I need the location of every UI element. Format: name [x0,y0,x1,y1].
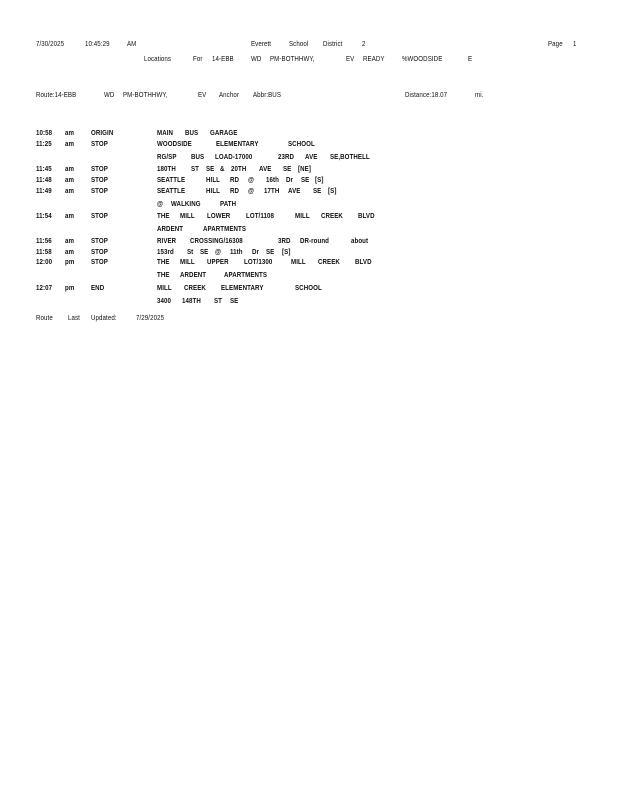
stop-location-word: @ [215,247,222,256]
stop-location-word: THE [157,257,170,266]
stop-time: 12:00 [36,257,53,266]
stop-type: STOP [91,139,108,148]
stop-location-word: & [220,164,225,173]
stop-location-word: SE [313,186,322,195]
stop-location-word: SE [283,164,292,173]
report-time: 10:45:29 [85,39,110,48]
stop-time: 11:54 [36,211,52,220]
stop-location-word: @ [157,199,164,208]
stop-ampm: am [65,211,75,220]
subtitle-word: READY [363,54,385,63]
footer-word: Last [68,313,80,322]
stop-location-word: 148TH [182,296,201,305]
route-id: Route:14-EBB [36,90,77,99]
stop-location-word: CREEK [318,257,340,266]
stop-location-word: PATH [220,199,237,208]
stop-time: 11:49 [36,186,52,195]
route-road: PM-BOTHHWY, [123,90,168,99]
stop-location-word: ST [191,164,200,173]
stop-time: 11:56 [36,236,52,245]
stop-location-word: SEATTLE [157,175,186,184]
stop-location-word: RG/SP [157,152,177,161]
stop-ampm: am [65,236,75,245]
route-distance: Distance:18.07 [405,90,448,99]
stop-type: STOP [91,164,108,173]
stop-location-word: [S] [328,186,337,195]
stop-ampm: am [65,139,75,148]
route-abbr: Abbr:BUS [253,90,282,99]
org-name-word: School [289,39,309,48]
stop-location-word: 153rd [157,247,174,256]
stop-location-word: AVE [259,164,272,173]
stop-location-word: [NE] [298,164,311,173]
subtitle-word: WD [251,54,262,63]
stop-location-word: CREEK [184,283,206,292]
stop-ampm: pm [65,257,75,266]
stop-location-word: MAIN [157,128,174,137]
footer-word: Updated: [91,313,117,322]
stop-location-word: GARAGE [210,128,238,137]
stop-location-word: HILL [206,186,221,195]
stop-time: 10:58 [36,128,53,137]
stop-location-word: UPPER [207,257,229,266]
stop-location-word: 23RD [278,152,295,161]
stop-ampm: am [65,186,75,195]
subtitle-route: 14-EBB [212,54,234,63]
stop-location-word: CREEK [321,211,343,220]
stop-location-word: BUS [185,128,199,137]
stop-location-word: [S] [282,247,291,256]
report-date: 7/30/2025 [36,39,65,48]
stop-type: STOP [91,257,108,266]
stop-location-word: RD [230,186,240,195]
stop-location-word: MILL [157,283,172,292]
stop-location-word: LOT/1300 [244,257,273,266]
stop-location-word: @ [248,186,255,195]
stop-location-word: CROSSING/16308 [190,236,243,245]
stop-location-word: BUS [191,152,205,161]
stop-location-word: MILL [180,211,195,220]
report-period: AM [127,39,137,48]
stop-location-word: LOAD-17000 [215,152,253,161]
stop-location-word: [S] [315,175,324,184]
stop-location-word: THE [157,211,170,220]
stop-location-word: MILL [295,211,310,220]
subtitle-word: For [193,54,203,63]
stop-location-word: ELEMENTARY [221,283,264,292]
stop-location-word: MILL [180,257,195,266]
stop-type: STOP [91,186,108,195]
stop-location-word: AVE [288,186,301,195]
subtitle-word: Locations [144,54,172,63]
stop-location-word: 11th [230,247,243,256]
stop-ampm: am [65,247,75,256]
stop-location-word: WALKING [171,199,201,208]
stop-location-word: SE [301,175,310,184]
stop-ampm: am [65,164,75,173]
stop-location-word: about [351,236,369,245]
stop-location-word: ARDENT [157,224,184,233]
stop-location-word: SE [230,296,239,305]
stop-type: END [91,283,105,292]
stop-time: 11:48 [36,175,52,184]
footer-updated-date: 7/29/2025 [136,313,165,322]
stop-location-word: 3400 [157,296,172,305]
footer-word: Route [36,313,53,322]
stop-type: ORIGIN [91,128,114,137]
stop-location-word: ARDENT [180,270,207,279]
stop-location-word: Dr [252,247,260,256]
stop-location-word: APARTMENTS [203,224,247,233]
stop-location-word: MILL [291,257,306,266]
stop-ampm: pm [65,283,75,292]
route-ev: EV [198,90,207,99]
stop-location-word: SE,BOTHELL [330,152,370,161]
stop-location-word: SEATTLE [157,186,186,195]
stop-location-word: APARTMENTS [224,270,268,279]
route-wd: WD [104,90,115,99]
stop-location-word: SCHOOL [288,139,315,148]
stop-time: 11:25 [36,139,52,148]
stop-location-word: DR-round [300,236,330,245]
org-name-word: 2 [362,39,366,48]
subtitle-word: E [468,54,473,63]
stop-location-word: 17TH [264,186,280,195]
stop-location-word: LOT/1108 [246,211,275,220]
subtitle-road: PM-BOTHHWY, [270,54,315,63]
stop-location-word: 180TH [157,164,176,173]
stop-location-word: SE [266,247,275,256]
stop-location-word: Dr [286,175,294,184]
page-label: Page [548,39,563,48]
stop-type: STOP [91,211,108,220]
stop-location-word: ST [214,296,223,305]
stop-location-word: BLVD [358,211,375,220]
stop-location-word: 3RD [278,236,291,245]
org-name-word: Everett [251,39,272,48]
page-number: 1 [573,39,577,48]
stop-time: 11:58 [36,247,52,256]
stop-location-word: St [187,247,194,256]
stop-ampm: am [65,175,75,184]
stop-location-word: THE [157,270,170,279]
stop-location-word: 20TH [231,164,247,173]
stop-location-word: 16th [266,175,279,184]
stop-location-word: WOODSIDE [157,139,192,148]
stop-location-word: HILL [206,175,221,184]
stop-location-word: AVE [305,152,318,161]
route-anchor: Anchor [219,90,239,99]
stop-location-word: SE [206,164,215,173]
stop-time: 11:45 [36,164,52,173]
stop-location-word: @ [248,175,255,184]
org-name-word: District [323,39,343,48]
stop-location-word: RD [230,175,240,184]
subtitle-school: %WOODSIDE [402,54,443,63]
stop-type: STOP [91,175,108,184]
stop-location-word: SCHOOL [295,283,322,292]
subtitle-word: EV [346,54,355,63]
stop-location-word: BLVD [355,257,372,266]
stop-location-word: ELEMENTARY [216,139,259,148]
stop-ampm: am [65,128,75,137]
stop-type: STOP [91,247,108,256]
stop-location-word: RIVER [157,236,177,245]
stop-location-word: SE [200,247,209,256]
route-distance-unit: mi. [475,90,484,99]
stop-type: STOP [91,236,108,245]
stop-time: 12:07 [36,283,53,292]
stop-location-word: LOWER [207,211,231,220]
